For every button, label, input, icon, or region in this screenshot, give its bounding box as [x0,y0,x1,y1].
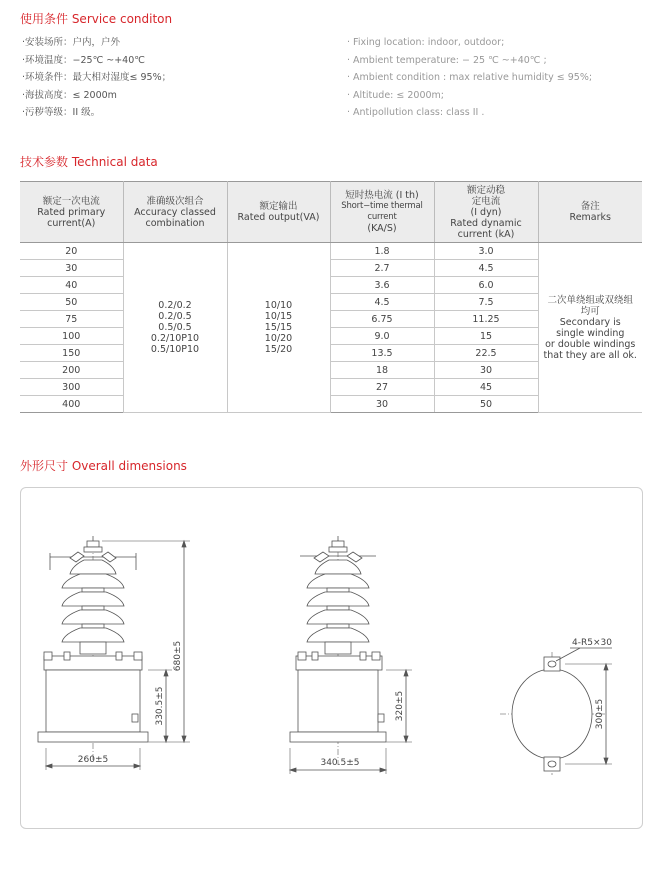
dims-title: 外形尺寸 Overall dimensions [20,459,187,473]
condition-item: · Altitude: ≤ 2000m; [347,89,444,101]
cell-primary-current: 30 [20,260,123,277]
condition-item: ·安装场所：户内，户外 [22,37,121,48]
cell-remarks: 二次单绕组或双绕组 均可 Secondary is single winding or double windings that they are all ok. [538,243,642,413]
condition-item: ·污秽等级：II 级。 [22,107,101,119]
cell-dynamic-current: 30 [434,362,538,379]
dim-hole-spacing: 300±5 [595,698,605,730]
dim-holes: 4-R5×30 [572,638,612,648]
cell-dynamic-current: 15 [434,328,538,345]
cell-primary-current: 20 [20,243,123,260]
cell-thermal-current: 2.7 [330,260,434,277]
cell-dynamic-current: 45 [434,379,538,396]
cell-rated-output: 10/10 10/15 15/15 10/20 15/20 [227,243,330,413]
condition-item: · Antipollution class: class II . [347,107,485,119]
header-primary-current: 额定一次电流 Rated primary current(A) [20,182,123,243]
condition-item: ·环境温度：−25℃ ~+40℃ [22,54,145,66]
cell-thermal-current: 4.5 [330,294,434,311]
cell-dynamic-current: 11.25 [434,311,538,328]
cell-primary-current: 400 [20,396,123,413]
cell-thermal-current: 27 [330,379,434,396]
cell-thermal-current: 3.6 [330,277,434,294]
cell-thermal-current: 18 [330,362,434,379]
cell-dynamic-current: 50 [434,396,538,413]
dim-overall-height: 680±5 [173,640,183,672]
dim-side-height: 320±5 [395,690,405,722]
cell-primary-current: 100 [20,328,123,345]
cell-thermal-current: 13.5 [330,345,434,362]
cell-dynamic-current: 4.5 [434,260,538,277]
drawing-side-view [290,536,412,774]
dim-lower-height: 330.5±5 [155,686,165,726]
condition-item: · Ambient temperature: − 25 ℃ ~+40℃ ; [347,54,547,66]
cell-primary-current: 150 [20,345,123,362]
header-thermal-current: 短时热电流 (I th) Short−time thermal current (KA/S) [330,182,434,243]
cell-dynamic-current: 3.0 [434,243,538,260]
condition-item: ·环境条件：最大相对湿度≤ 95%； [22,72,172,84]
cell-dynamic-current: 6.0 [434,277,538,294]
service-title: 使用条件 Service conditon [20,12,173,26]
cell-primary-current: 40 [20,277,123,294]
header-rated-output: 额定输出 Rated output(VA) [227,182,330,243]
dim-base-width: 260±5 [77,755,109,765]
cell-primary-current: 300 [20,379,123,396]
cell-primary-current: 75 [20,311,123,328]
header-dynamic-current: 额定动稳 定电流 (I dyn) Rated dynamic current (kA) [434,182,538,243]
condition-item: · Ambient condition : max relative humidity ≤ 95%; [347,72,593,84]
header-remarks: 备注 Remarks [538,182,642,243]
cell-primary-current: 50 [20,294,123,311]
header-accuracy: 准确级次组合 Accuracy classed combination [123,182,227,243]
cell-thermal-current: 30 [330,396,434,413]
drawing-front-view [38,536,190,770]
cell-thermal-current: 6.75 [330,311,434,328]
tech-title: 技术参数 Technical data [20,155,158,169]
cell-dynamic-current: 7.5 [434,294,538,311]
cell-accuracy-combination: 0.2/0.2 0.2/0.5 0.5/0.5 0.2/10P10 0.5/10P10 [123,243,227,413]
cell-dynamic-current: 22.5 [434,345,538,362]
cell-thermal-current: 9.0 [330,328,434,345]
cell-thermal-current: 1.8 [330,243,434,260]
condition-item: · Fixing location: indoor, outdoor; [347,37,505,48]
condition-item: ·海拔高度：≤ 2000m [22,89,117,101]
dim-side-width: 340.5±5 [320,758,360,768]
cell-primary-current: 200 [20,362,123,379]
